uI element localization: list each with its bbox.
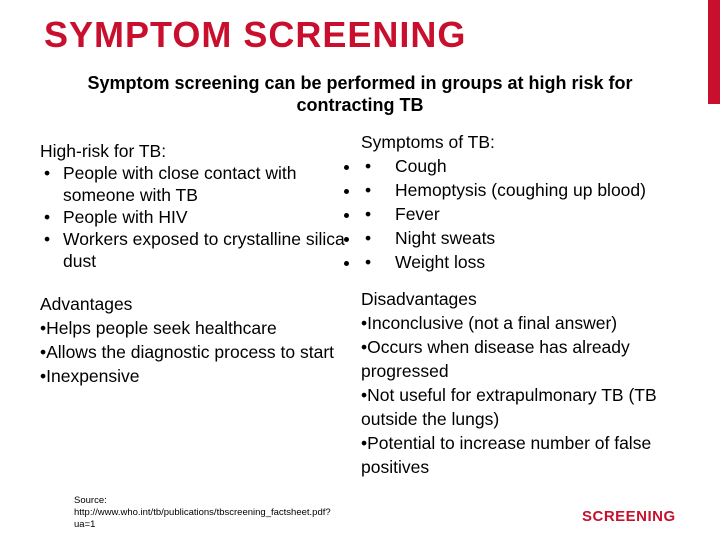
list-item: • Workers exposed to crystalline silica dust — [40, 228, 350, 272]
list-item: •Not useful for extrapulmonary TB (TB outside the lungs) — [361, 385, 657, 429]
list-item: • People with close contact with someone with TB — [40, 162, 350, 206]
slide-subtitle: Symptom screening can be performed in groups at high risk for contracting TB — [87, 73, 633, 115]
advantages-heading: Advantages — [40, 294, 133, 314]
disadvantages-list — [361, 311, 671, 479]
accent-bar — [708, 0, 720, 104]
list-item: • • Cough — [361, 154, 701, 178]
symptoms-section — [361, 130, 701, 274]
list-item: • • Night sweats — [361, 226, 701, 250]
high-risk-section — [40, 140, 350, 272]
list-item: •Helps people seek healthcare — [40, 318, 277, 338]
advantages-section — [40, 292, 340, 388]
list-item: • • Fever — [361, 202, 701, 226]
list-item: •Allows the diagnostic process to start — [40, 342, 335, 362]
disadvantages-heading: Disadvantages — [361, 289, 477, 309]
high-risk-heading: High-risk for TB: — [40, 141, 167, 161]
list-item: • • Hemoptysis (coughing up blood) — [361, 178, 701, 202]
list-item: • People with HIV — [40, 206, 350, 228]
disadvantages-section — [361, 287, 671, 479]
high-risk-list — [40, 162, 350, 272]
footer-label: SCREENING — [582, 508, 676, 525]
list-item: •Occurs when disease has already progressed — [361, 337, 630, 381]
list-item: •Potential to increase number of false positives — [361, 433, 652, 477]
list-item: •Inexpensive — [40, 366, 140, 386]
symptoms-list — [361, 154, 701, 274]
list-item: •Inconclusive (not a final answer) — [361, 313, 618, 333]
source-citation: Source: http://www.who.int/tb/publications/tbscreening_factsheet.pdf?ua=1 — [74, 495, 331, 530]
slide-title: SYMPTOM SCREENING — [44, 14, 467, 55]
symptoms-heading: Symptoms of TB: — [361, 132, 495, 152]
advantages-list — [40, 316, 340, 388]
list-item: • • Weight loss — [361, 250, 701, 274]
